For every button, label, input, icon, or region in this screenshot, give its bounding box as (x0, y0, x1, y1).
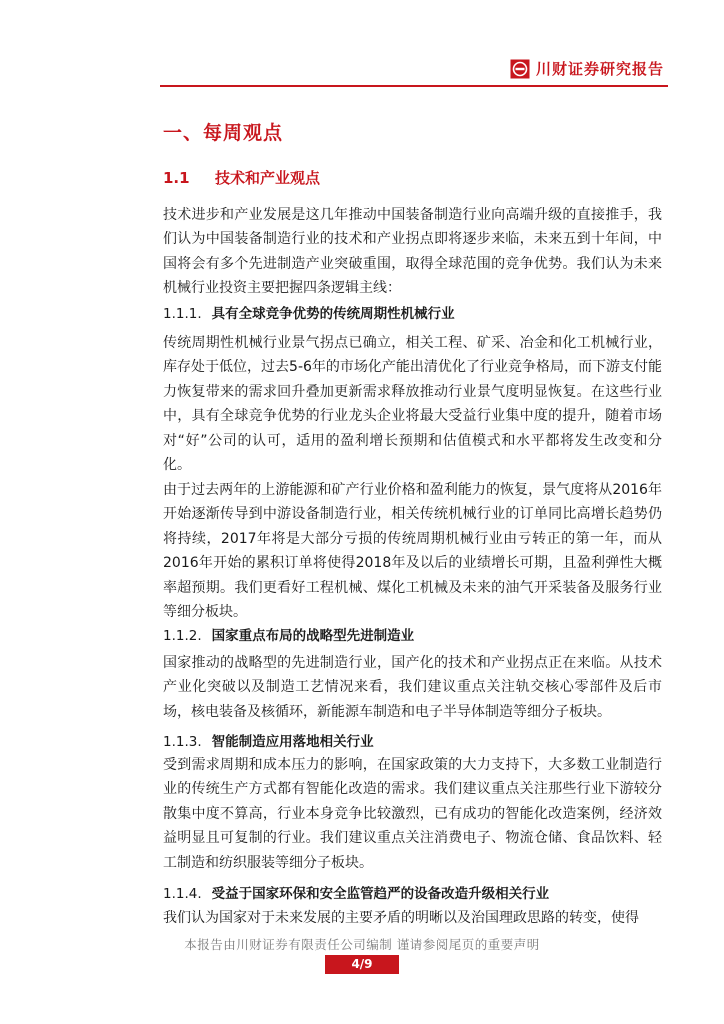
paragraph-1-1-2: 国家推动的战略型的先进制造行业，国产化的技术和产业拐点正在来临。从技术产业化突破以及制造工艺情况来看，我们建议重点关注轨交核心零部件及后市场，核电装备及核循环，新能源车制造和电子半导体制造等细分子板块。 (163, 655, 662, 720)
heading-1-1-2 (163, 624, 414, 644)
paragraph-1-1-1-a: 传统周期性机械行业景气拐点已确立，相关工程、矿采、冶金和化工机械行业，库存处于低位，过去5-6年的市场化产能出清优化了行业竞争格局，而下游支付能力恢复带来的需求回升叠加更新需求释放推动行业景气度明显恢复。在这些行业中，具有全球竞争优势的行业龙头企业将最大受益行业集中度的提升，随着市场对“好”公司的认可，适用的盈利增长预期和估值模式和水平都将发生改变和分化。 (163, 335, 662, 474)
subsection-number: 1.1 (163, 169, 190, 187)
subsection-heading (163, 167, 320, 188)
heading-title: 智能制造应用落地相关行业 (211, 734, 374, 750)
subsection-title: 技术和产业观点 (215, 169, 321, 187)
disclaimer-note: 本报告由川财证券有限责任公司编制 谨请参阅尾页的重要声明 (184, 937, 540, 952)
heading-1-1-1 (163, 302, 455, 322)
intro-paragraph: 技术进步和产业发展是这几年推动中国装备制造行业向高端升级的直接推手，我们认为中国装备制造行业的技术和产业拐点即将逐步来临，未来五到十年间，中国将会有多个先进制造产业突破重围，取得全球范围的竞争优势。我们认为未来机械行业投资主要把握四条逻辑主线： (163, 207, 662, 297)
company-logo-icon (510, 59, 530, 79)
heading-number: 1.1.1. (163, 306, 202, 322)
page-header (0, 56, 724, 86)
heading-1-1-3 (163, 730, 374, 750)
heading-number: 1.1.3. (163, 734, 202, 750)
heading-1-1-4 (163, 882, 549, 902)
paragraph-1-1-1-b: 由于过去两年的上游能源和矿产行业价格和盈利能力的恢复，景气度将从2016年开始逐渐传导到中游设备制造行业，相关传统机械行业的订单同比高增长趋势仍将持续，2017年将是大部分亏损的传统周期机械行业由亏转正的第一年，而从2016年开始的累积订单将使得2018年及以后的业绩增长可期，且盈利弹性大概率超预期。我们更看好工程机械、煤化工机械及未来的油气开采装备及服务行业等细分板块。 (163, 482, 662, 621)
paragraph-1-1-4: 我们认为国家对于未来发展的主要矛盾的明晰以及治国理政思路的转变，使得 (163, 910, 639, 926)
heading-title: 具有全球竞争优势的传统周期性机械行业 (211, 306, 455, 322)
header-divider (160, 85, 668, 87)
heading-title: 受益于国家环保和安全监管趋严的设备改造升级相关行业 (211, 886, 550, 902)
section-title: 一、每周观点 (163, 122, 284, 144)
brand (510, 58, 664, 79)
brand-name: 川财证券研究报告 (535, 60, 664, 78)
paragraph-1-1-3: 受到需求周期和成本压力的影响，在国家政策的大力支持下，大多数工业制造行业的传统生产方式都有智能化改造的需求。我们建议重点关注那些行业下游较分散集中度不算高，行业本身竞争比较激烈，已有成功的智能化改造案例，经济效益明显且可复制的行业。我们建议重点关注消费电子、物流仓储、食品饮料、轻工制造和纺织服装等细分子板块。 (163, 757, 662, 871)
page-number: 4/9 (325, 955, 399, 974)
heading-number: 1.1.4. (163, 886, 202, 902)
heading-title: 国家重点布局的战略型先进制造业 (211, 628, 415, 644)
heading-number: 1.1.2. (163, 628, 202, 644)
